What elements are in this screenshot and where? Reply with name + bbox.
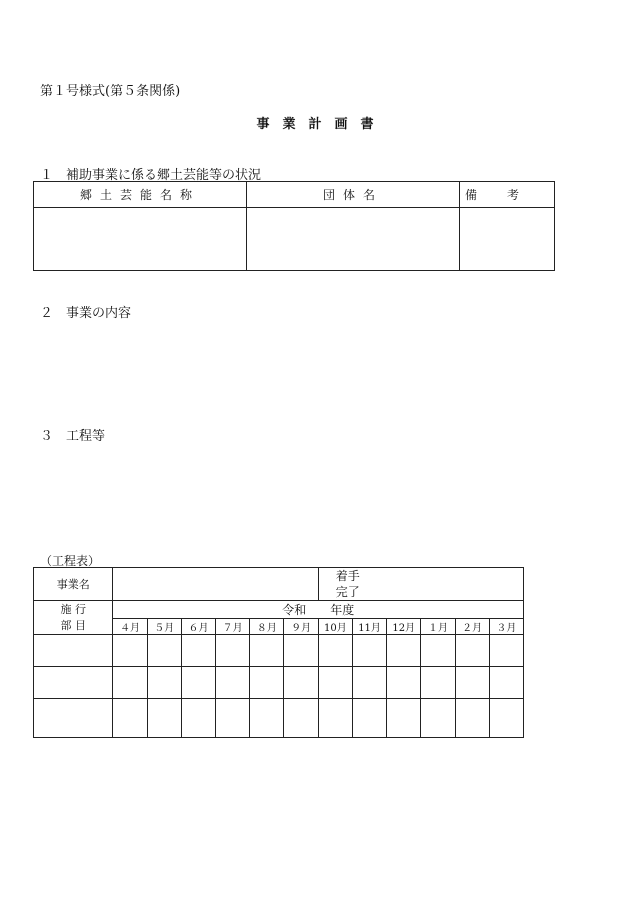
schedule-cell[interactable] bbox=[352, 635, 386, 667]
schedule-cell[interactable] bbox=[34, 667, 113, 699]
schedule-cell[interactable] bbox=[216, 699, 250, 738]
schedule-cell[interactable] bbox=[455, 699, 489, 738]
schedule-cell[interactable] bbox=[387, 699, 421, 738]
folk-art-status-table bbox=[33, 181, 555, 271]
schedule-cell[interactable] bbox=[318, 635, 352, 667]
dept-label-line1: 施 行 bbox=[60, 602, 86, 616]
month-header: 12月 bbox=[387, 619, 421, 635]
schedule-cell[interactable] bbox=[113, 699, 147, 738]
schedule-cell[interactable] bbox=[352, 699, 386, 738]
month-header: １月 bbox=[421, 619, 455, 635]
project-name-cell[interactable] bbox=[113, 568, 318, 601]
schedule-caption: （工程表） bbox=[40, 554, 101, 568]
schedule-cell[interactable] bbox=[216, 635, 250, 667]
schedule-cell[interactable] bbox=[352, 667, 386, 699]
schedule-cell[interactable] bbox=[387, 667, 421, 699]
month-header: 11月 bbox=[352, 619, 386, 635]
schedule-cell[interactable] bbox=[250, 699, 284, 738]
complete-label: 完了 bbox=[335, 585, 360, 599]
schedule-cell[interactable] bbox=[147, 635, 181, 667]
schedule-cell[interactable] bbox=[147, 699, 181, 738]
month-header: ７月 bbox=[216, 619, 250, 635]
schedule-cell[interactable] bbox=[421, 667, 455, 699]
schedule-cell[interactable] bbox=[181, 667, 215, 699]
schedule-cell[interactable] bbox=[387, 635, 421, 667]
start-complete-cell[interactable] bbox=[318, 568, 523, 601]
schedule-cell[interactable] bbox=[455, 667, 489, 699]
schedule-cell[interactable] bbox=[34, 699, 113, 738]
schedule-cell[interactable] bbox=[421, 699, 455, 738]
schedule-row bbox=[34, 635, 524, 667]
month-header: ３月 bbox=[489, 619, 523, 635]
schedule-cell[interactable] bbox=[34, 635, 113, 667]
schedule-cell[interactable] bbox=[318, 699, 352, 738]
month-header: ２月 bbox=[455, 619, 489, 635]
dept-label bbox=[34, 601, 113, 635]
section2-heading: ２ 事業の内容 bbox=[40, 306, 132, 321]
schedule-cell[interactable] bbox=[489, 667, 523, 699]
schedule-row bbox=[34, 699, 524, 738]
schedule-cell[interactable] bbox=[489, 635, 523, 667]
schedule-cell[interactable] bbox=[455, 635, 489, 667]
col-header-name: 郷土芸能名称 bbox=[34, 182, 247, 208]
schedule-cell[interactable] bbox=[250, 667, 284, 699]
section1-heading: １ 補助事業に係る郷土芸能等の状況 bbox=[40, 168, 262, 183]
month-header: ８月 bbox=[250, 619, 284, 635]
schedule-cell[interactable] bbox=[181, 699, 215, 738]
schedule-cell[interactable] bbox=[250, 635, 284, 667]
schedule-cell[interactable] bbox=[113, 635, 147, 667]
schedule-cell[interactable] bbox=[284, 635, 318, 667]
document-title: 事 業 計 画 書 bbox=[256, 117, 374, 132]
cell-notes[interactable] bbox=[460, 208, 555, 271]
schedule-cell[interactable] bbox=[284, 699, 318, 738]
schedule-cell[interactable] bbox=[318, 667, 352, 699]
month-header: 10月 bbox=[318, 619, 352, 635]
col-header-notes: 備考 bbox=[460, 182, 555, 208]
fiscal-year-label: 令和 年度 bbox=[113, 601, 524, 619]
schedule-row bbox=[34, 667, 524, 699]
schedule-cell[interactable] bbox=[181, 635, 215, 667]
month-header: ５月 bbox=[147, 619, 181, 635]
start-label: 着手 bbox=[335, 569, 360, 583]
schedule-cell[interactable] bbox=[147, 667, 181, 699]
month-header: ９月 bbox=[284, 619, 318, 635]
month-header: ４月 bbox=[113, 619, 147, 635]
schedule-cell[interactable] bbox=[489, 699, 523, 738]
form-number: 第１号様式(第５条関係) bbox=[40, 84, 181, 99]
schedule-table bbox=[33, 567, 524, 738]
schedule-cell[interactable] bbox=[216, 667, 250, 699]
cell-group[interactable] bbox=[247, 208, 460, 271]
month-header: ６月 bbox=[181, 619, 215, 635]
cell-name[interactable] bbox=[34, 208, 247, 271]
dept-label-line2: 部 目 bbox=[60, 618, 86, 632]
col-header-group: 団体名 bbox=[247, 182, 460, 208]
section3-heading: ３ 工程等 bbox=[40, 429, 106, 444]
project-name-label: 事業名 bbox=[34, 568, 113, 601]
schedule-cell[interactable] bbox=[421, 635, 455, 667]
schedule-cell[interactable] bbox=[284, 667, 318, 699]
schedule-cell[interactable] bbox=[113, 667, 147, 699]
